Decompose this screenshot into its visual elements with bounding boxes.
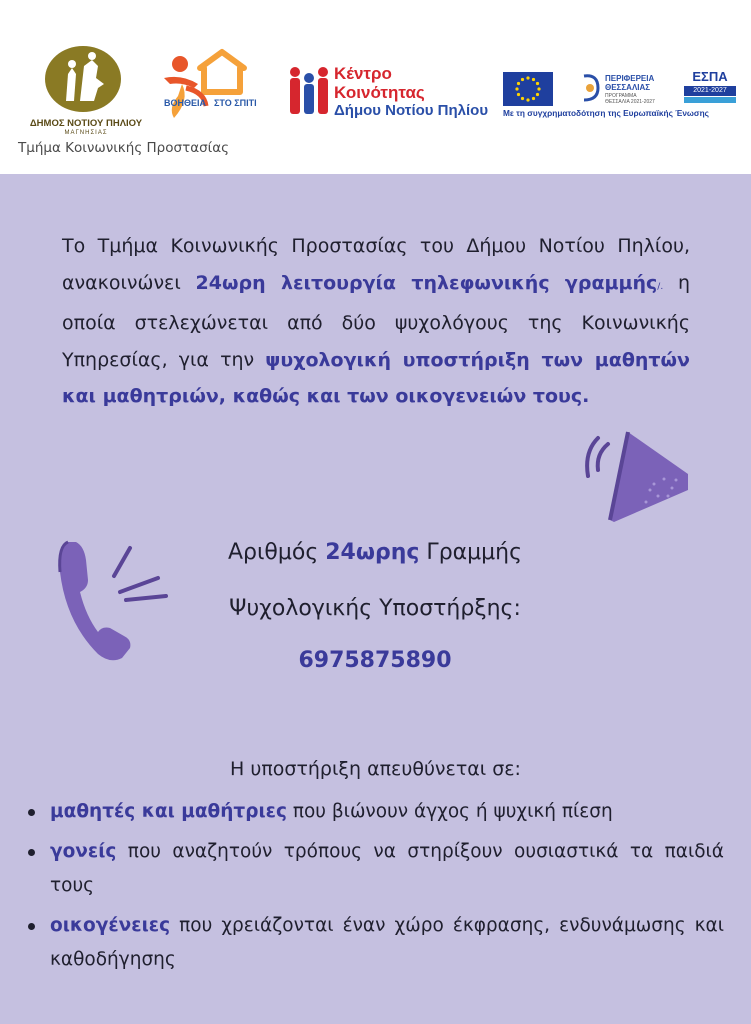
support-item-text: που βιώνουν άγχος ή ψυχική πίεση [286,801,613,822]
support-item-students [24,795,724,829]
espa-stripe [684,97,736,103]
community-center-line1: Κέντρο [334,64,392,83]
support-title: Η υποστήριξη απευθύνεται σε: [230,758,521,780]
community-center-line2: Κοινότητας [334,83,425,102]
support-item-parents [24,835,724,903]
support-item-families [24,909,724,977]
announcement-paragraph [62,228,690,415]
help-at-home-label-1: ΒΟΗΘΕΙΑ [164,98,207,108]
bullet-dot [28,923,35,930]
megaphone-illustration [584,424,694,530]
phone-illustration [56,532,176,670]
municipality-name: ΔΗΜΟΣ ΝΟΤΙΟΥ ΠΗΛΙΟΥ [29,118,143,129]
intro-mark: /. [657,281,664,292]
hotline-highlight: 24ωρης [325,540,420,565]
region-sub1: ΠΡΟΓΡΑΜΜΑ [605,93,637,99]
hotline-line2: Ψυχολογικής Υποστήρξης: [229,596,521,621]
house-with-person-icon [160,48,260,126]
bullet-dot [28,809,35,816]
region-swirl-icon [578,72,604,104]
support-item-highlight: γονείς [50,841,117,862]
help-at-home-logo [160,48,260,126]
region-sub2: ΘΕΣΣΑΛΙΑ 2021-2027 [605,99,655,105]
phone-ringing-icon [56,532,176,666]
eu-cofunding-caption: Με τη συγχρηματοδότηση της Ευρωπαϊκής Ένωσης [503,108,709,118]
municipality-subname: ΜΑΓΝΗΣΙΑΣ [64,130,108,136]
community-center-line3: Δήμου Νοτίου Πηλίου [334,102,489,119]
department-caption: Τμήμα Κοινωνικής Προστασίας [18,140,230,156]
ancient-figures-emblem-icon [18,46,148,116]
support-item-text: που χρειάζονται έναν χώρο έκφρασης, ενδυνάμωσης και καθοδήγησης [50,915,724,970]
hotline-phone-number[interactable]: 6975875890 [298,648,452,673]
header-bar [0,0,751,174]
intro-highlight-1: 24ωρη λειτουργία τηλεφωνικής γραμμής [195,271,658,294]
bullet-dot [28,849,35,856]
support-item-highlight: οικογένειες [50,915,171,936]
intro-text-2: η οποία στελεχώνεται από δύο ψυχολόγους της Κοινωνικής Υπηρεσίας, για την [62,271,691,371]
espa-years: 2021-2027 [684,86,736,96]
hotline-text-c: Γραμμής [419,540,523,565]
community-center-logo [288,66,332,118]
support-item-text: που αναζητούν τρόπους να στηρίξουν ουσιαστικά τα παιδιά τους [50,841,724,896]
eu-flag [503,72,553,106]
espa-logo [684,70,736,108]
region-line2: ΘΕΣΣΑΛΙΑΣ [605,83,651,92]
support-list [24,795,724,983]
region-line1: ΠΕΡΙΦΕΡΕΙΑ [605,74,655,83]
espa-label: ΕΣΠΑ [692,69,728,84]
people-figures-icon [288,66,332,118]
eu-flag-icon [503,72,553,106]
megaphone-icon [584,424,694,526]
intro-text-1: Το Τμήμα Κοινωνικής Προστασίας του Δήμου Νοτίου Πηλίου, ανακοινώνει [62,235,690,294]
hotline-line1 [170,540,580,565]
support-item-highlight: μαθητές και μαθήτριες [50,801,287,822]
municipality-logo [18,46,148,116]
hotline-text-a: Αριθμός [227,540,326,565]
thessaly-region-logo [578,72,604,104]
help-at-home-label-2: ΣΤΟ ΣΠΙΤΙ [214,98,257,108]
intro-highlight-2: ψυχολογική υποστήριξη των μαθητών και μαθητριών, καθώς και των οικογενειών τους. [62,348,690,407]
